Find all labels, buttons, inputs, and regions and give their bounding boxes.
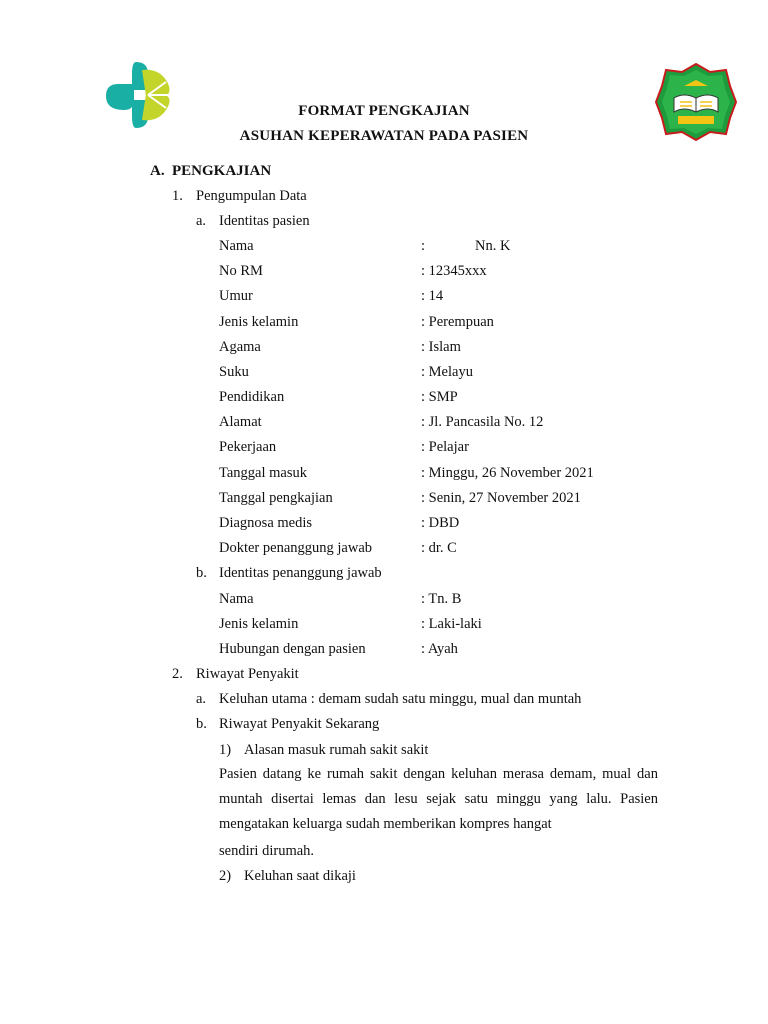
item-2-title: Riwayat Penyakit [196, 666, 299, 682]
patient-value-name: Nn. K [475, 238, 511, 254]
patient-value-religion: : Islam [421, 339, 461, 355]
patient-label-doctor: Dokter penanggung jawab [219, 540, 373, 556]
guardian-value-name: : Tn. B [421, 591, 462, 607]
patient-value-assessment-date: : Senin, 27 November 2021 [421, 490, 581, 506]
admission-reason-paragraph: Pasien datang ke rumah sakit dengan keluhan merasa demam, mual dan muntah disertai lemas dan lesu sejak satu minggu yang lalu. Pasien mengatakan keluarga sudah memberikan kompres hangat [219, 766, 658, 833]
point-1-title: Alasan masuk rumah sakit sakit [244, 742, 429, 758]
patient-value-sex: : Perempuan [421, 314, 494, 330]
patient-colon-name: : [421, 238, 426, 254]
patient-label-age: Umur [219, 288, 253, 304]
patient-label-education: Pendidikan [219, 389, 285, 405]
document-title: FORMAT PENGKAJIAN [298, 103, 470, 119]
patient-label-rm: No RM [219, 263, 263, 279]
guardian-label-name: Nama [219, 591, 254, 607]
sub-2b-letter: b. [196, 716, 207, 732]
item-1-title: Pengumpulan Data [196, 188, 307, 204]
sub-2b-title: Riwayat Penyakit Sekarang [219, 716, 380, 732]
point-2-title: Keluhan saat dikaji [244, 868, 356, 884]
guardian-label-sex: Jenis kelamin [219, 616, 299, 632]
sub-b-letter: b. [196, 565, 207, 581]
patient-label-name: Nama [219, 238, 254, 254]
patient-label-diagnosis: Diagnosa medis [219, 515, 313, 531]
sub-b-title: Identitas penanggung jawab [219, 565, 382, 581]
patient-label-sex: Jenis kelamin [219, 314, 299, 330]
patient-label-ethnicity: Suku [219, 364, 249, 380]
guardian-value-sex: : Laki-laki [421, 616, 482, 632]
chief-complaint: Keluhan utama : demam sudah satu minggu, mual dan muntah [219, 691, 582, 707]
sub-a-letter: a. [196, 213, 207, 229]
point-2-number: 2) [219, 868, 232, 884]
patient-value-address: : Jl. Pancasila No. 12 [421, 414, 544, 430]
patient-value-admission-date: : Minggu, 26 November 2021 [421, 465, 594, 481]
patient-value-ethnicity: : Melayu [421, 364, 473, 380]
patient-label-admission-date: Tanggal masuk [219, 465, 307, 481]
patient-value-rm: : 12345xxx [421, 263, 487, 279]
patient-label-address: Alamat [219, 414, 262, 430]
sub-a-title: Identitas pasien [219, 213, 310, 229]
document-subtitle: ASUHAN KEPERAWATAN PADA PASIEN [239, 128, 529, 144]
patient-value-education: : SMP [421, 389, 458, 405]
guardian-value-relation: : Ayah [421, 641, 458, 657]
guardian-label-relation: Hubungan dengan pasien [219, 641, 366, 657]
patient-label-religion: Agama [219, 339, 261, 355]
item-2-number: 2. [172, 666, 183, 682]
patient-value-occupation: : Pelajar [421, 439, 469, 455]
patient-label-assessment-date: Tanggal pengkajian [219, 490, 333, 506]
patient-value-diagnosis: : DBD [421, 515, 460, 531]
sub-2a-letter: a. [196, 691, 207, 707]
section-a-title: PENGKAJIAN [172, 163, 272, 179]
section-a-letter: A. [150, 163, 165, 179]
patient-value-doctor: : dr. C [421, 540, 457, 556]
point-1-number: 1) [219, 742, 232, 758]
admission-reason-paragraph-end: sendiri dirumah. [219, 843, 315, 859]
patient-label-occupation: Pekerjaan [219, 439, 277, 455]
patient-value-age: : 14 [421, 288, 444, 304]
item-1-number: 1. [172, 188, 183, 204]
